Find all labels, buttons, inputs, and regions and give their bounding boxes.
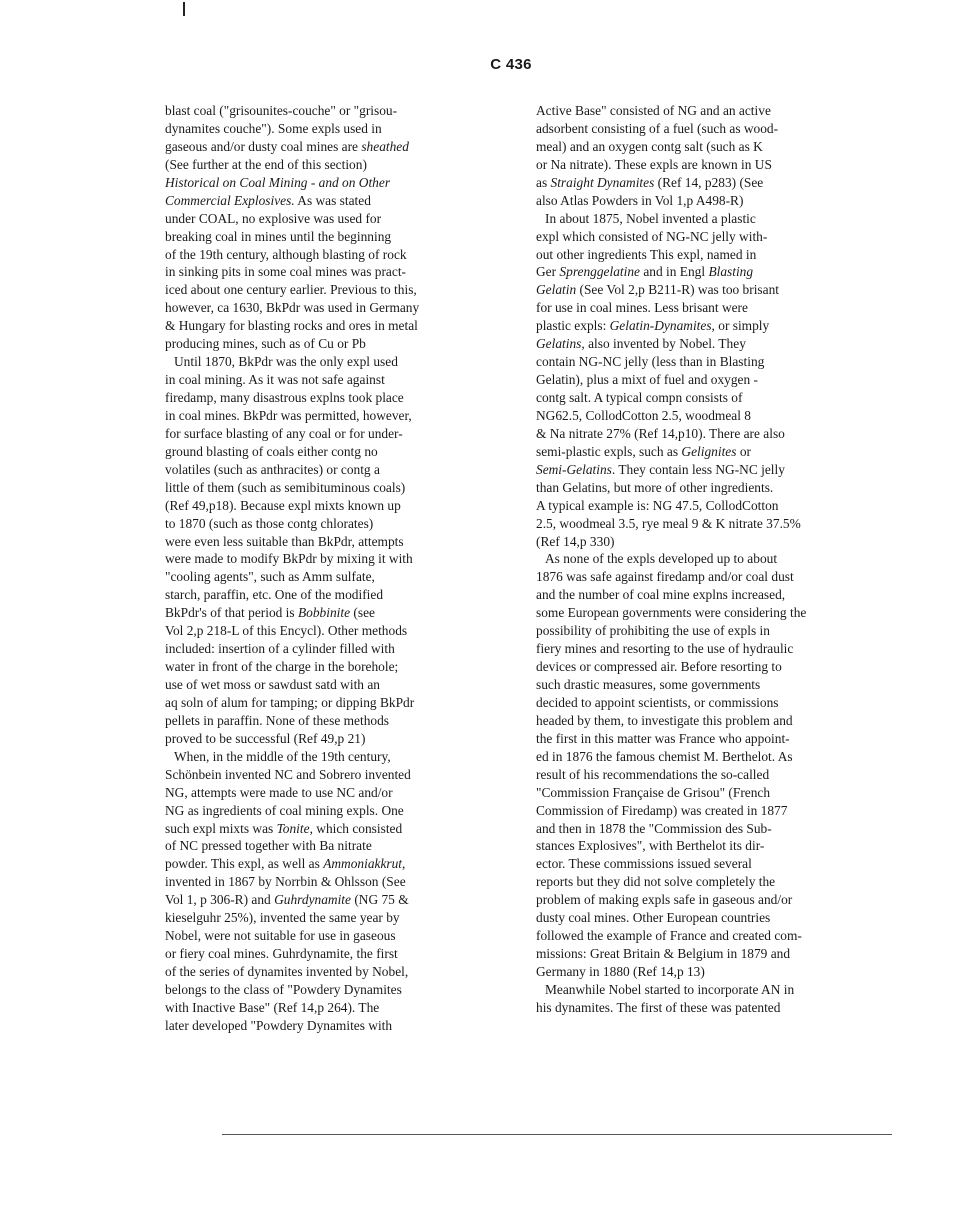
text-line: some European governments were considering the bbox=[536, 605, 807, 621]
text-line: in sinking pits in some coal mines was pract- bbox=[165, 264, 406, 280]
text-line: were made to modify BkPdr by mixing it with bbox=[165, 551, 413, 567]
text-line: 2.5, woodmeal 3.5, rye meal 9 & K nitrate 37.5% bbox=[536, 515, 801, 531]
text-line: (See further at the end of this section) bbox=[165, 156, 367, 172]
margin-tick-mark bbox=[183, 2, 185, 16]
text-line: ector. These commissions issued several bbox=[536, 856, 752, 872]
text-line: semi-plastic expls, such as Gelignites or bbox=[536, 443, 751, 459]
text-line: ed in 1876 the famous chemist M. Berthelot. As bbox=[536, 748, 793, 764]
text-line: Nobel, were not suitable for use in gaseous bbox=[165, 928, 396, 944]
text-line: Active Base" consisted of NG and an active bbox=[536, 103, 771, 118]
text-line: in coal mining. As it was not safe against bbox=[165, 372, 385, 388]
text-line: blast coal ("grisounites-couche" or "grisou- bbox=[165, 103, 398, 118]
text-line: Until 1870, BkPdr was the only expl used bbox=[174, 354, 398, 370]
text-line: later developed "Powdery Dynamites with bbox=[165, 1017, 393, 1033]
text-line: the first in this matter was France who appoint- bbox=[536, 730, 790, 746]
text-line: (Ref 49,p18). Because expl mixts known up bbox=[165, 497, 401, 513]
text-line: little of them (such as semibituminous coals) bbox=[165, 479, 406, 495]
text-line: dynamites couche"). Some expls used in bbox=[165, 120, 382, 136]
text-line: for use in coal mines. Less brisant were bbox=[536, 300, 748, 316]
text-line: breaking coal in mines until the beginning bbox=[165, 228, 392, 244]
text-line: such expl mixts was Tonite, which consisted bbox=[165, 820, 403, 836]
text-line: Commercial Explosives. As was stated bbox=[165, 192, 371, 208]
text-line: use of wet moss or sawdust satd with an bbox=[165, 677, 380, 692]
text-line: to 1870 (such as those contg chlorates) bbox=[165, 515, 374, 531]
text-line: volatiles (such as anthracites) or contg a bbox=[165, 461, 380, 477]
text-line: Gelatins, also invented by Nobel. They bbox=[536, 336, 746, 352]
text-line: producing mines, such as of Cu or Pb bbox=[165, 336, 366, 352]
text-line: iced about one century earlier. Previous to this, bbox=[165, 282, 417, 298]
page-header bbox=[0, 56, 954, 73]
text-line: Vol 1, p 306-R) and Guhrdynamite (NG 75 & bbox=[165, 892, 409, 908]
text-line: A typical example is: NG 47.5, CollodCotton bbox=[536, 497, 779, 513]
text-line: than Gelatins, but more of other ingredients. bbox=[536, 479, 774, 495]
text-line: contain NG-NC jelly (less than in Blasting bbox=[536, 354, 765, 370]
text-line: such drastic measures, some governments bbox=[536, 677, 761, 692]
text-line: Germany in 1880 (Ref 14,p 13) bbox=[536, 964, 705, 979]
text-line: Historical on Coal Mining - and on Other bbox=[165, 174, 391, 190]
text-line: contg salt. A typical compn consists of bbox=[536, 390, 743, 405]
text-line: devices or compressed air. Before resorting to bbox=[536, 659, 782, 675]
text-line: water in front of the charge in the borehole; bbox=[165, 659, 399, 675]
text-line: for surface blasting of any coal or for under- bbox=[165, 425, 403, 441]
text-line: Gelatin), plus a mixt of fuel and oxygen - bbox=[536, 372, 759, 388]
text-line: pellets in paraffin. None of these methods bbox=[165, 712, 389, 728]
text-line: in coal mines. BkPdr was permitted, however, bbox=[165, 407, 412, 423]
right-text-column bbox=[536, 102, 876, 1017]
text-line: or Na nitrate). These expls are known in US bbox=[536, 156, 772, 172]
text-line: as Straight Dynamites (Ref 14, p283) (See bbox=[536, 174, 764, 190]
text-line: Meanwhile Nobel started to incorporate AN in bbox=[545, 981, 795, 997]
text-line: under COAL, no explosive was used for bbox=[165, 210, 382, 226]
text-line: meal) and an oxygen contg salt (such as K bbox=[536, 138, 763, 154]
text-line: NG62.5, CollodCotton 2.5, woodmeal 8 bbox=[536, 407, 751, 423]
text-line: decided to appoint scientists, or commissions bbox=[536, 694, 779, 710]
text-line: reports but they did not solve completely the bbox=[536, 874, 776, 890]
text-line: however, ca 1630, BkPdr was used in Germany bbox=[165, 300, 420, 316]
text-line: of the series of dynamites invented by Nobel, bbox=[165, 964, 409, 979]
text-line: headed by them, to investigate this problem and bbox=[536, 712, 793, 728]
left-text-column bbox=[165, 102, 495, 1035]
text-line: dusty coal mines. Other European countries bbox=[536, 910, 771, 926]
text-line: also Atlas Powders in Vol 1,p A498-R) bbox=[536, 192, 744, 208]
text-line: In about 1875, Nobel invented a plastic bbox=[545, 210, 756, 226]
text-line: his dynamites. The first of these was patented bbox=[536, 999, 781, 1015]
text-line: followed the example of France and created com- bbox=[536, 928, 802, 944]
text-line: result of his recommendations the so-called bbox=[536, 766, 770, 782]
text-line: proved to be successful (Ref 49,p 21) bbox=[165, 730, 366, 746]
text-line: aq soln of alum for tamping; or dipping BkPdr bbox=[165, 694, 415, 710]
text-line: Commission of Firedamp) was created in 1877 bbox=[536, 802, 788, 818]
text-line: "Commission Française de Grisou" (French bbox=[536, 784, 771, 800]
footer-rule bbox=[222, 1134, 892, 1135]
text-line: with Inactive Base" (Ref 14,p 264). The bbox=[165, 999, 380, 1015]
text-line: invented in 1867 by Norrbin & Ohlsson (See bbox=[165, 874, 406, 890]
page-number: C 436 bbox=[490, 56, 532, 73]
text-line: possibility of prohibiting the use of expls in bbox=[536, 623, 770, 639]
text-line: & Na nitrate 27% (Ref 14,p10). There are also bbox=[536, 425, 785, 441]
text-line: stances Explosives", with Berthelot its dir- bbox=[536, 838, 765, 854]
text-line: Schönbein invented NC and Sobrero invented bbox=[165, 766, 411, 782]
text-line: starch, paraffin, etc. One of the modified bbox=[165, 587, 384, 603]
text-line: belongs to the class of "Powdery Dynamites bbox=[165, 981, 402, 997]
text-line: As none of the expls developed up to about bbox=[545, 551, 778, 567]
text-line: (Ref 14,p 330) bbox=[536, 533, 615, 549]
text-line: & Hungary for blasting rocks and ores in metal bbox=[165, 318, 418, 334]
text-line: gaseous and/or dusty coal mines are sheathed bbox=[165, 138, 409, 154]
text-line: Ger Sprenggelatine and in Engl Blasting bbox=[536, 264, 754, 280]
text-line: 1876 was safe against firedamp and/or coal dust bbox=[536, 569, 794, 585]
text-line: firedamp, many disastrous explns took place bbox=[165, 390, 404, 405]
text-line: Vol 2,p 218-L of this Encycl). Other methods bbox=[165, 623, 408, 639]
text-line: BkPdr's of that period is Bobbinite (see bbox=[165, 605, 375, 621]
text-line: "cooling agents", such as Amm sulfate, bbox=[165, 569, 375, 585]
text-line: or fiery coal mines. Guhrdynamite, the first bbox=[165, 946, 398, 962]
text-line: plastic expls: Gelatin-Dynamites, or simply bbox=[536, 318, 770, 334]
text-line: When, in the middle of the 19th century, bbox=[174, 748, 391, 764]
text-line: of NC pressed together with Ba nitrate bbox=[165, 838, 372, 854]
text-line: of the 19th century, although blasting of rock bbox=[165, 246, 407, 262]
text-line: problem of making expls safe in gaseous and/or bbox=[536, 892, 793, 908]
text-line: Gelatin (See Vol 2,p B211-R) was too brisant bbox=[536, 282, 780, 298]
text-line: Semi-Gelatins. They contain less NG-NC jelly bbox=[536, 461, 785, 477]
text-line: fiery mines and resorting to the use of hydraulic bbox=[536, 641, 794, 657]
text-line: ground blasting of coals either contg no bbox=[165, 443, 378, 459]
text-line: out other ingredients This expl, named in bbox=[536, 246, 757, 262]
text-line: missions: Great Britain & Belgium in 1879 and bbox=[536, 946, 791, 962]
text-line: adsorbent consisting of a fuel (such as wood- bbox=[536, 120, 779, 136]
text-line: expl which consisted of NG-NC jelly with- bbox=[536, 228, 768, 244]
text-line: kieselguhr 25%), invented the same year by bbox=[165, 910, 400, 926]
text-line: NG as ingredients of coal mining expls. One bbox=[165, 802, 404, 818]
text-line: and then in 1878 the "Commission des Sub- bbox=[536, 820, 772, 836]
text-line: NG, attempts were made to use NC and/or bbox=[165, 784, 393, 800]
text-line: powder. This expl, as well as Ammoniakkrut, bbox=[165, 856, 406, 872]
text-line: and the number of coal mine explns increased, bbox=[536, 587, 786, 603]
text-line: were even less suitable than BkPdr, attempts bbox=[165, 533, 404, 549]
text-line: included: insertion of a cylinder filled with bbox=[165, 641, 395, 657]
